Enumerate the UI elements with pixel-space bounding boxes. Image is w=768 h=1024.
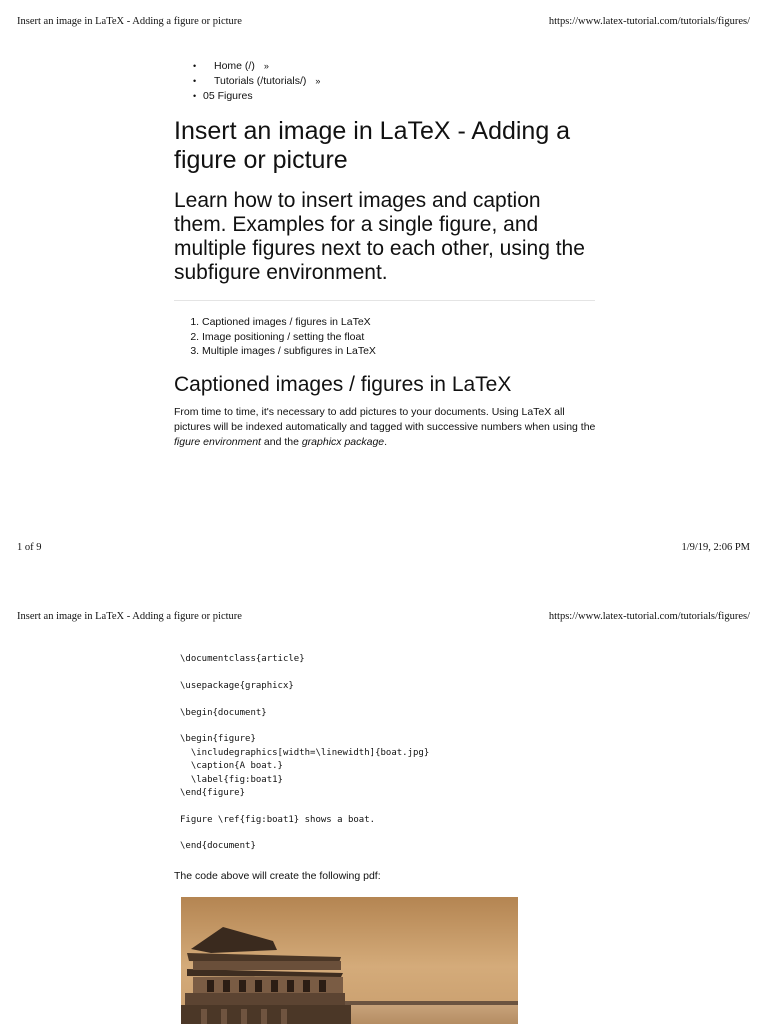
code-line: Figure \ref{fig:boat1} shows a boat.	[180, 814, 376, 825]
divider	[174, 300, 595, 301]
after-code-paragraph: The code above will create the following pdf:	[174, 870, 381, 882]
toc-item[interactable]: 2. Image positioning / setting the float	[202, 330, 376, 345]
toc-item[interactable]: 3. Multiple images / subfigures in LaTeX	[202, 344, 376, 359]
section-heading: Captioned images / figures in LaTeX	[174, 373, 512, 396]
code-line: \documentclass{article}	[180, 654, 305, 664]
boat-image	[181, 897, 518, 1024]
intro-em-graphicx: graphicx package	[301, 436, 385, 448]
breadcrumb-separator: »	[263, 61, 269, 71]
page-header-url[interactable]: https://www.latex-tutorial.com/tutorials/figures/	[548, 16, 750, 27]
intro-em-figure-env: figure environment	[174, 436, 261, 448]
code-line: \label{fig:boat1}	[180, 774, 283, 785]
intro-text: .	[384, 436, 388, 448]
table-of-contents	[180, 315, 376, 359]
breadcrumb-label[interactable]: Tutorials (/tutorials/)	[214, 75, 307, 87]
intro-paragraph	[174, 405, 604, 450]
page-header-title: Insert an image in LaTeX - Adding a figure or picture	[17, 611, 242, 622]
intro-text: and the	[260, 436, 302, 448]
breadcrumb-label: 05 Figures	[203, 90, 253, 102]
toc-item[interactable]: 1. Captioned images / figures in LaTeX	[202, 315, 376, 330]
code-line	[180, 666, 429, 679]
code-line: \caption{A boat.}	[180, 761, 283, 772]
page-header-title: Insert an image in LaTeX - Adding a figure or picture	[17, 16, 242, 27]
page-footer-datetime: 1/9/19, 2:06 PM	[681, 542, 750, 553]
breadcrumb-item-home[interactable]	[193, 59, 320, 74]
code-line	[180, 827, 429, 840]
page-header-url[interactable]: https://www.latex-tutorial.com/tutorials/figures/	[548, 611, 750, 622]
breadcrumb-item-current	[193, 89, 320, 104]
code-line	[180, 800, 429, 813]
code-line: \usepackage{graphicx}	[180, 680, 294, 691]
breadcrumb-label[interactable]: Home (/)	[214, 60, 255, 72]
page-footer-number: 1 of 9	[17, 542, 42, 553]
breadcrumb	[193, 59, 320, 104]
breadcrumb-separator: »	[315, 76, 321, 86]
code-line: \includegraphics[width=\linewidth]{boat.jpg}	[180, 747, 430, 758]
code-line	[180, 693, 429, 706]
intro-text: From time to time, it's necessary to add pictures to your documents. Using LaTeX all pictures will be indexed automatically and tagged with successive numbers when using the	[174, 406, 596, 433]
lead-paragraph: Learn how to insert images and caption them. Examples for a single figure, and multiple figures next to each other, using the subfigure environment.	[174, 189, 585, 284]
page-title: Insert an image in LaTeX - Adding a figure or picture	[174, 117, 571, 174]
code-line: \begin{document}	[180, 707, 267, 718]
breadcrumb-item-tutorials[interactable]	[193, 74, 320, 89]
code-line: \begin{figure}	[180, 734, 256, 745]
code-line: \end{document}	[180, 841, 256, 852]
code-block	[180, 653, 429, 854]
code-line	[180, 720, 429, 733]
code-line: \end{figure}	[180, 787, 246, 798]
